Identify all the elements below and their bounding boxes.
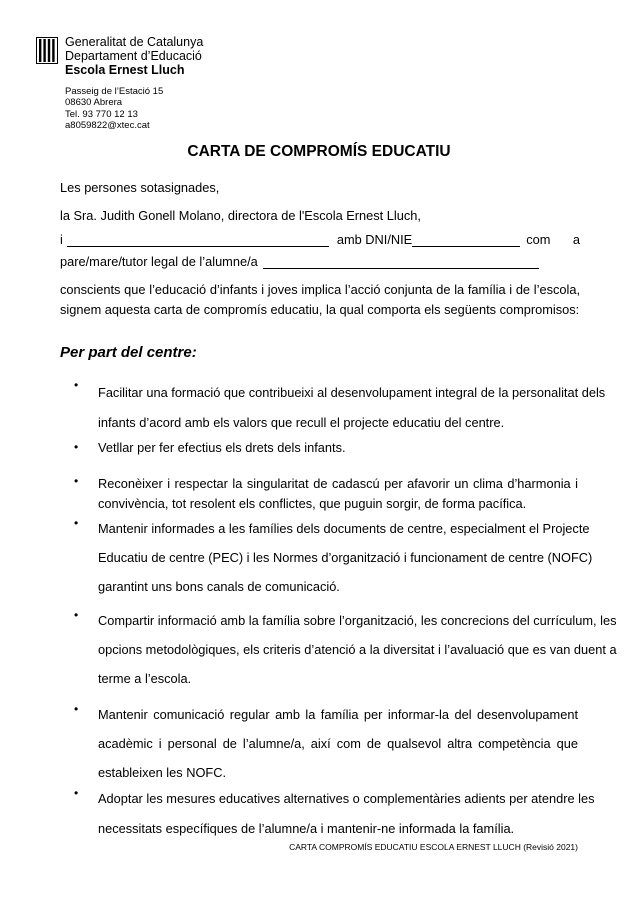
student-blank: [263, 257, 539, 269]
list-item-line: garantint uns bons canals de comunicació.: [98, 579, 340, 594]
list-item-line: estableixen les NOFC.: [98, 765, 227, 780]
list-item-line: Facilitar una formació que contribueixi al desenvolupament integral de la personalitat dels: [98, 385, 606, 400]
intro-line-3: [60, 232, 580, 247]
list-item: [98, 606, 617, 693]
intro-paragraph-line: signem aquesta carta de compromís educatiu, la qual comporta els següents compromisos:: [60, 302, 580, 317]
department-name: Departament d’Educació: [65, 49, 202, 63]
list-item-line: terme a l’escola.: [98, 671, 192, 686]
list-item: [98, 440, 578, 456]
address-line: 08630 Abrera: [65, 97, 123, 109]
list-item: [98, 514, 593, 601]
list-item: [98, 378, 606, 438]
section-title: Per part del centre:: [60, 344, 197, 361]
bullet-icon: •: [74, 474, 79, 488]
dni-blank: [412, 235, 520, 247]
name-blank: [67, 235, 329, 247]
org-name: Generalitat de Catalunya: [65, 35, 204, 49]
list-item-line: Mantenir informades a les famílies dels documents de centre, especialment el Projecte: [98, 521, 590, 536]
list-item-line: infants d’acord amb els valors que recull el projecte educatiu del centre.: [98, 415, 505, 430]
guardian-label: pare/mare/tutor legal de l’alumne/a: [60, 254, 258, 269]
intro-line-2: la Sra. Judith Gonell Molano, directora de l'Escola Ernest Lluch,: [60, 208, 421, 223]
intro-conjunction: i: [60, 232, 63, 247]
generalitat-logo-icon: [36, 37, 58, 64]
list-item-line: acadèmic i personal de l’alumne/a, així com de qualsevol altra competència que: [98, 736, 578, 751]
list-item-line: Adoptar les mesures educatives alternatives o complementàries adients per atendre les: [98, 791, 595, 806]
intro-line-1: Les persones sotasignades,: [60, 180, 220, 195]
list-item-line: Reconèixer i respectar la singularitat de cadascú per afavorir un clima d’harmonia i: [98, 476, 578, 491]
intro-a: a: [572, 232, 580, 247]
organization-block: [65, 35, 203, 77]
intro-paragraph: [60, 280, 580, 320]
bullet-icon: •: [74, 440, 79, 454]
list-item: [98, 474, 578, 514]
dni-label: amb DNI/NIE: [336, 232, 413, 247]
page-footer: CARTA COMPROMÍS EDUCATIU ESCOLA ERNEST LLUCH (Revisió 2021): [289, 842, 578, 852]
list-item-line: convivència, tot resolent els conflictes, que puguin sorgir, de forma pacífica.: [98, 496, 527, 511]
school-name: Escola Ernest Lluch: [65, 63, 185, 77]
address-line: Passeig de l’Estació 15: [65, 86, 164, 97]
list-item-line: necessitats específiques de l’alumne/a i mantenir-ne informada la família.: [98, 821, 515, 836]
list-item-line: Compartir informació amb la família sobre l’organització, les concrecions del currículum, les: [98, 613, 617, 628]
bullet-icon: •: [74, 702, 79, 716]
list-item-line: opcions metodològiques, els criteris d’atenció a la diversitat i l’avaluació que es van duent a: [98, 642, 617, 657]
list-item: [98, 700, 578, 787]
school-address: [65, 86, 163, 131]
document-title: CARTA DE COMPROMÍS EDUCATIU: [187, 143, 451, 160]
bullet-icon: •: [74, 378, 79, 392]
address-line: Tel. 93 770 12 13: [65, 108, 138, 120]
intro-paragraph-line: conscients que l’educació d’infants i joves implica l’acció conjunta de la família i de l’escola,: [60, 282, 580, 297]
bullet-icon: •: [74, 516, 79, 530]
address-line: a8059822@xtec.cat: [65, 119, 150, 131]
list-item-line: Educatiu de centre (PEC) i les Normes d’organització i funcionament de centre (NOFC): [98, 550, 593, 565]
list-item: [98, 784, 595, 844]
bullet-icon: •: [74, 608, 79, 622]
list-item-line: Vetllar per fer efectius els drets dels infants.: [98, 440, 346, 455]
bullet-icon: •: [74, 786, 79, 800]
intro-com: com: [526, 232, 551, 247]
list-item-line: Mantenir comunicació regular amb la família per informar-la del desenvolupament: [98, 707, 578, 722]
intro-line-4: [60, 254, 580, 269]
